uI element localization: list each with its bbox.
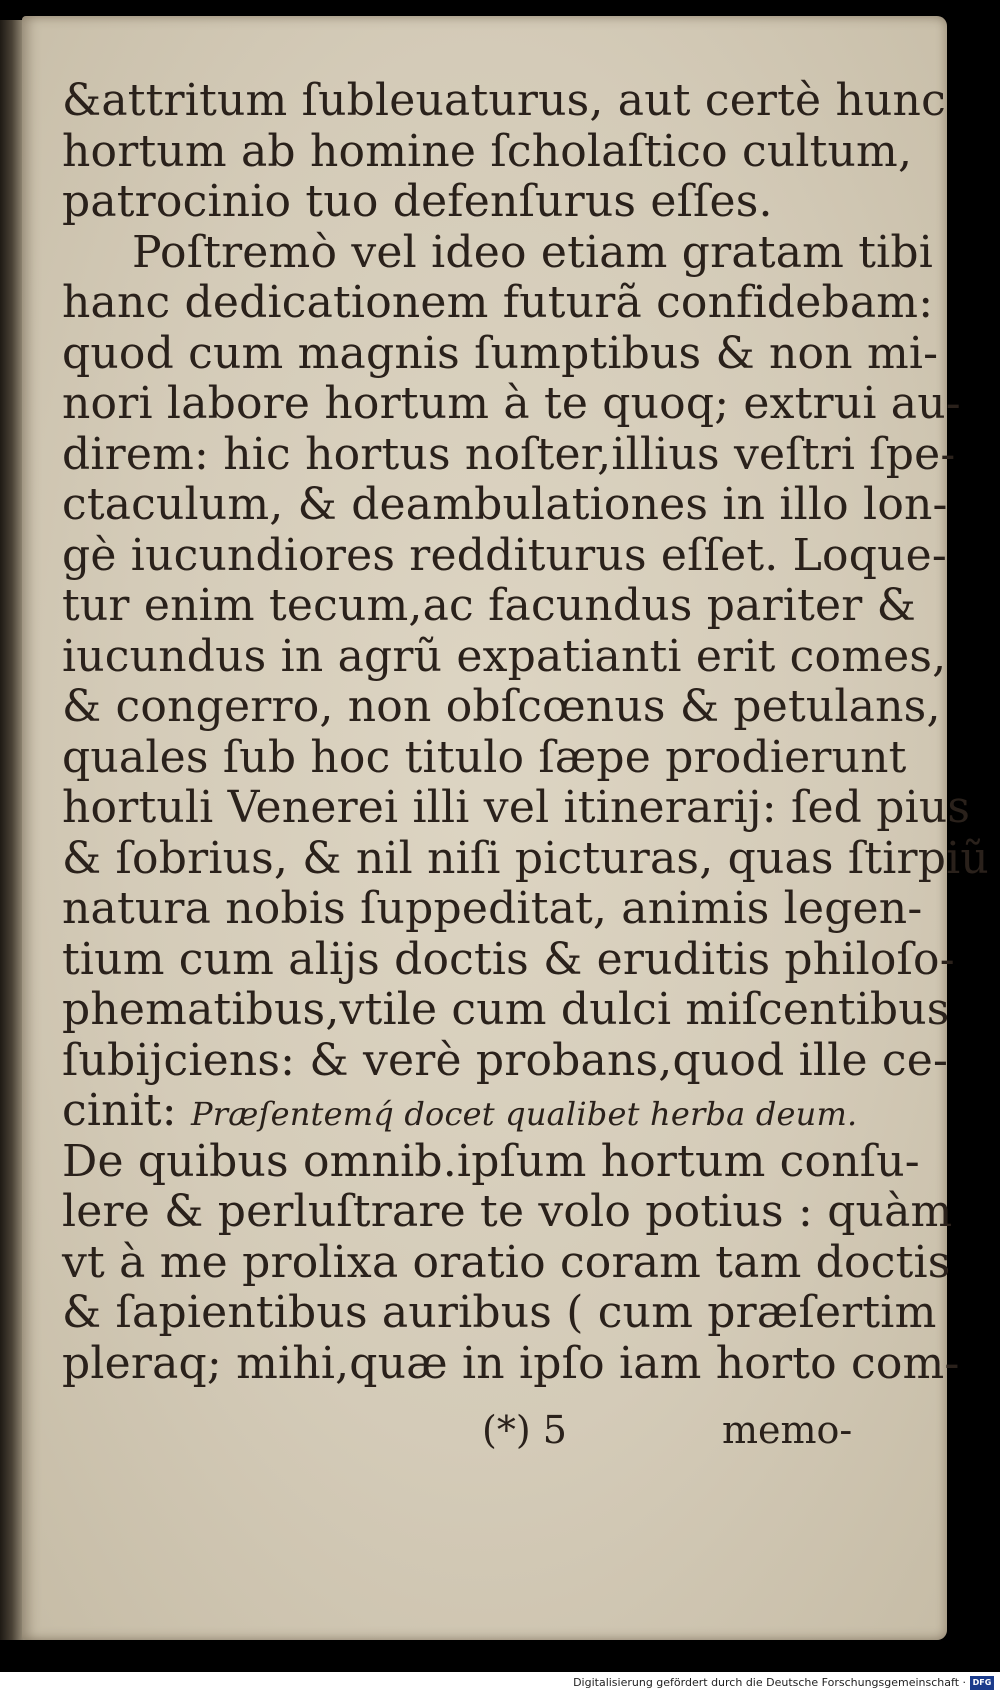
text-line-24: vt à me prolixa oratio coram tam doctis xyxy=(62,1236,951,1288)
text-line-21-roman: cinit: xyxy=(62,1085,177,1136)
text-line-26: pleraq; mihi,quæ in ipſo iam horto com- xyxy=(62,1337,960,1389)
text-line-8: direm: hic hortus noſter,illius veſtri ſpe- xyxy=(62,428,956,480)
text-line-12: iucundus in agrũ expatianti erit comes, xyxy=(62,630,947,682)
text-line-21 xyxy=(62,1085,858,1137)
dfg-logo-icon: DFG xyxy=(970,1676,994,1690)
text-line-18: tium cum alijs doctis & eruditis philoſo- xyxy=(62,933,955,985)
text-line-6: quod cum magnis ſumptibus & non mi- xyxy=(62,327,939,379)
text-line-13: & congerro, non obſcœnus & petulans, xyxy=(62,681,941,732)
text-line-10: gè iucundiores redditurus eſſet. Loque- xyxy=(62,529,947,581)
book-page xyxy=(22,16,989,1640)
page-body-text xyxy=(62,75,989,1389)
text-line-25: & ſapientibus auribus ( cum præſertim xyxy=(62,1287,937,1338)
text-line-20: ſubijciens: & verè probans,quod ille ce- xyxy=(62,1034,949,1086)
text-line-17: natura nobis ſuppeditat, animis legen- xyxy=(62,883,923,934)
catchword: memo- xyxy=(722,1408,853,1452)
text-line-16: & ſobrius, & nil niſi picturas, quas ſtirpiũ xyxy=(62,832,989,884)
text-line-22: De quibus omnib.ipſum hortum conſu- xyxy=(62,1135,920,1187)
text-line-2: hortum ab homine ſcholaſtico cultum, xyxy=(62,125,913,177)
text-line-3: patrocinio tuo defenſurus eſſes. xyxy=(62,176,773,227)
digitization-footer xyxy=(0,1672,1000,1696)
text-line-14: quales ſub hoc titulo ſæpe prodierunt xyxy=(62,731,907,783)
text-line-19: phematibus,vtile cum dulci miſcentibus xyxy=(62,984,950,1035)
funding-credit: Digitalisierung gefördert durch die Deutsche Forschungsgemeinschaft · xyxy=(573,1676,966,1689)
text-line-4: Poſtremò vel ideo etiam gratam tibi xyxy=(132,226,934,278)
text-line-11: tur enim tecum,ac facundus pariter & xyxy=(62,580,916,631)
page-foot-line xyxy=(22,1398,867,1458)
signature-mark: (*) 5 xyxy=(482,1408,567,1452)
text-line-9: ctaculum, & deambulationes in illo lon- xyxy=(62,479,948,530)
text-line-5: hanc dedicationem futurã confidebam: xyxy=(62,277,934,328)
text-line-7: nori labore hortum à te quoq; extrui au- xyxy=(62,378,961,429)
text-line-23: lere & perluſtrare te volo potius : quàm xyxy=(62,1186,953,1237)
text-line-15: hortuli Venerei illi vel itinerarij: ſed pius xyxy=(62,782,971,833)
italic-quotation: Præſentemq́ docet qualibet herba deum. xyxy=(191,1095,858,1133)
text-line-1: &attritum ſubleuaturus, aut certè hunc xyxy=(62,75,946,126)
